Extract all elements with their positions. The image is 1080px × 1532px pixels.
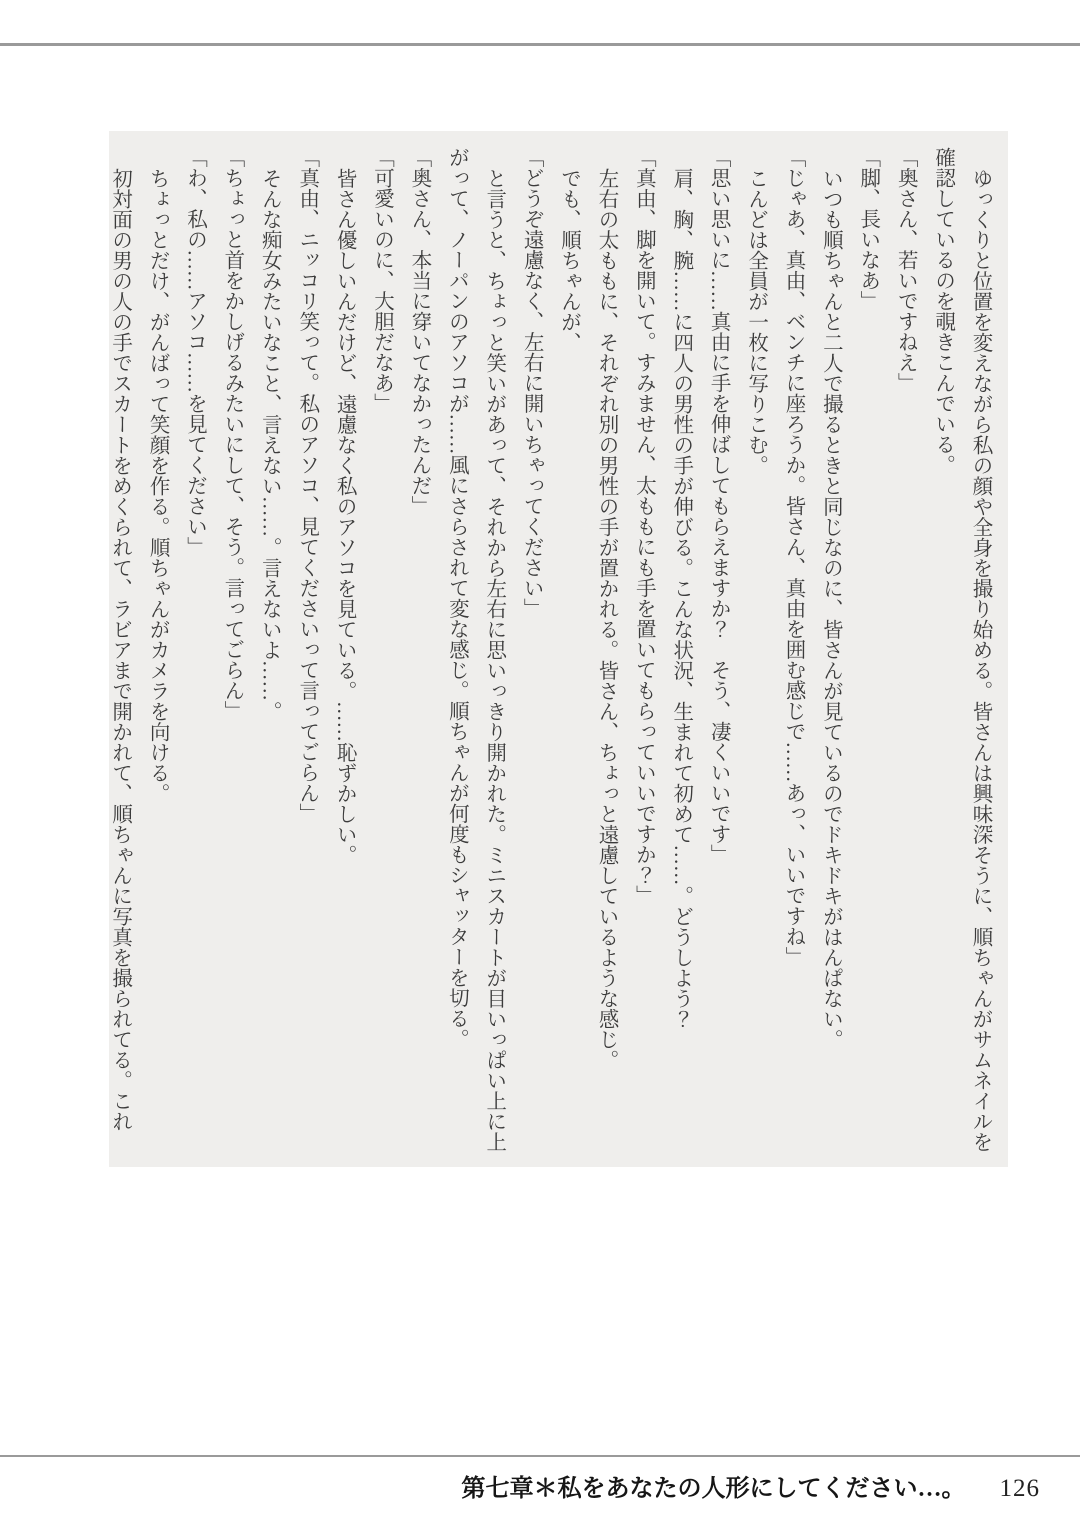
- page-number: 126: [999, 1475, 1040, 1502]
- paragraph: 「思い思いに……真由に手を伸ばしてもらえますか？ そう、凄くいいです」: [707, 147, 730, 865]
- vertical-text-block: [100, 147, 998, 1152]
- paragraph: 「わ、私の……アソコ……を見てください」: [183, 147, 206, 557]
- paragraph: 「真由、脚を開いて。すみません、太ももにも手を置いてもらっていいですか？」: [632, 147, 655, 906]
- paragraph: 「奥さん、若いですねえ」: [894, 147, 917, 393]
- chapter-title-text: 私をあなたの人形にしてください…。: [557, 1476, 966, 1502]
- paragraph: 左右の太ももに、それぞれ別の男性の手が置かれる。皆さん、ちょっと遠慮しているような感じ。: [594, 167, 617, 1070]
- paragraph: ゆっくりと位置を変えながら私の顔や全身を撮り始める。皆さんは興味深そうに、順ちゃんがサムネイルを確認しているのを覗きこんでいる。: [931, 147, 991, 1152]
- paragraph: いつも順ちゃんと二人で撮るときと同じなのに、皆さんが見ているのでドキドキがはんぱない。: [819, 167, 842, 1049]
- paragraph: 初対面の男の人の手でスカートをめくられて、ラビアまで開かれて、順ちゃんに写真を撮られてる。これ: [108, 167, 131, 1131]
- paragraph: 「じゃあ、真由、ベンチに座ろうか。皆さん、真由を囲む感じで……あっ、いいですね」: [781, 147, 804, 967]
- footer-rule: [0, 1455, 1080, 1457]
- page-footer: [462, 1468, 1041, 1503]
- paragraph: と言うと、ちょっと笑いがあって、それから左右に思いっきり開かれた。ミニスカートが目いっぱい上に上がって、ノーパンのアソコが……風にさらされて変な感じ。順ちゃんが何度もシャッターを切る。: [445, 147, 505, 1152]
- text-panel: [109, 131, 1008, 1167]
- paragraph: でも、順ちゃんが、: [557, 167, 580, 352]
- top-rule: [0, 43, 1080, 46]
- paragraph: 肩、胸、腕……に四人の男性の手が伸びる。こんな状況、生まれて初めて……。どうしよう？: [669, 167, 692, 1029]
- chapter-title-separator: ＊: [533, 1476, 558, 1502]
- paragraph: ちょっとだけ、がんばって笑顔を作る。順ちゃんがカメラを向ける。: [146, 167, 169, 803]
- paragraph: 「奥さん、本当に穿いてなかったんだ」: [407, 147, 430, 516]
- chapter-number-label: 第七章: [461, 1475, 534, 1502]
- paragraph: こんどは全員が一枚に写りこむ。: [744, 167, 767, 475]
- paragraph: 「可愛いのに、大胆だなあ」: [370, 147, 393, 414]
- chapter-title: [462, 1468, 966, 1503]
- paragraph: 「真由、ニッコリ笑って。私のアソコ、見てくださいって言ってごらん」: [295, 147, 318, 824]
- paragraph: 皆さん優しいんだけど、遠慮なく私のアソコを見ている。……恥ずかしい。: [333, 167, 356, 865]
- paragraph: 「脚、長いなあ」: [856, 147, 879, 311]
- paragraph: そんな痴女みたいなこと、言えない……。言えないよ……。: [258, 167, 281, 721]
- paragraph: 「どうぞ遠慮なく、左右に開いちゃってください」: [520, 147, 543, 619]
- paragraph: 「ちょっと首をかしげるみたいにして、そう。言ってごらん」: [220, 147, 243, 721]
